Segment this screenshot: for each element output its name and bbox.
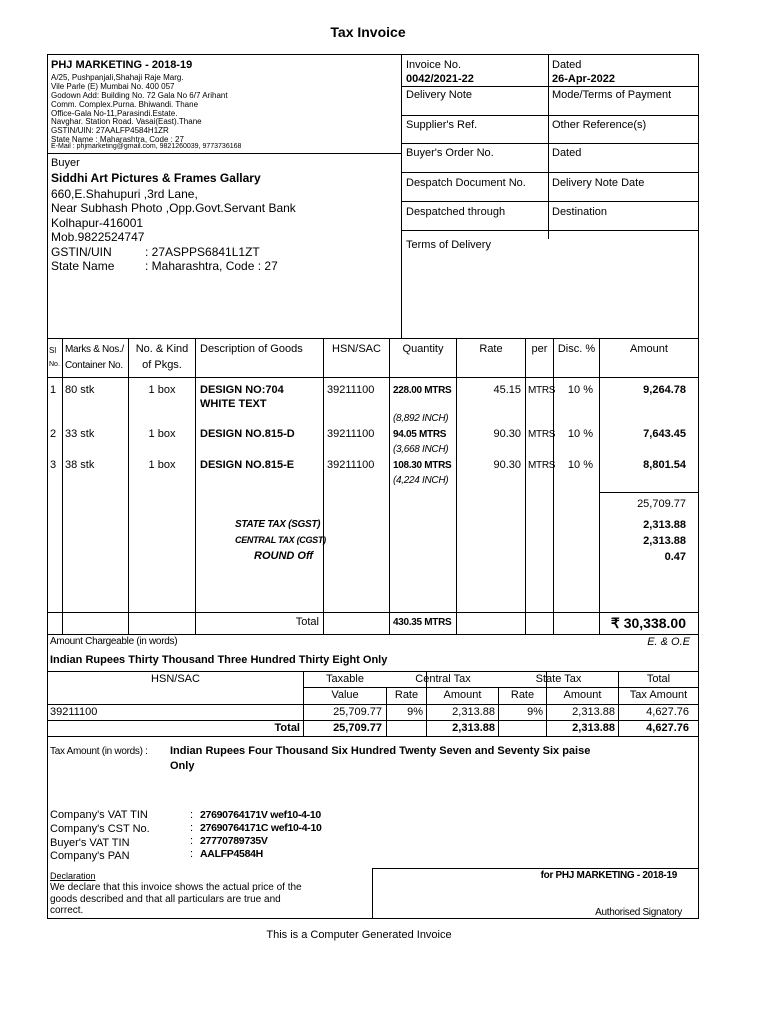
seller-email: E-Mail : phjmarketing@gmail.com, 9821260039, 9773736168 [51, 143, 242, 150]
tax-row-c-amount: 2,313.88 [452, 706, 495, 718]
item-sl: 1 [50, 384, 57, 396]
terms-delivery-label: Terms of Delivery [406, 239, 491, 251]
item-rate: 45.15 [493, 384, 521, 396]
grand-total: ₹ 30,338.00 [610, 615, 686, 631]
item-desc: DESIGN NO.815-E [200, 459, 295, 471]
declaration-text: goods described and that all particulars are true and [50, 894, 281, 905]
tax-in-words-2: Only [170, 760, 195, 772]
item-qty: 108.30 MTRS [393, 460, 452, 471]
col-per-header: per [531, 343, 548, 355]
item-per: MTRS [528, 460, 556, 471]
invoice-no: 0042/2021-22 [406, 73, 474, 85]
item-desc-2: WHITE TEXT [200, 398, 267, 410]
buyer-label: Buyer [51, 157, 80, 169]
tax-col-c-amount: Amount [443, 689, 482, 701]
despatched-through-label: Despatched through [406, 206, 506, 218]
eoe-label: E. & O.E [647, 636, 690, 648]
col-qty-header: Quantity [402, 343, 444, 355]
tax-row-s-rate: 9% [527, 706, 543, 718]
item-desc: DESIGN NO.815-D [200, 428, 295, 440]
total-label: Total [295, 616, 319, 628]
col-kind-header: No. & Kind [135, 343, 189, 355]
tax-col-state: State Tax [535, 673, 582, 685]
for-company: for PHJ MARKETING - 2018-19 [540, 870, 677, 881]
company-cst-label: Company's CST No. [50, 823, 150, 835]
company-id-colon: : [190, 835, 194, 847]
despatch-doc-label: Despatch Document No. [406, 177, 526, 189]
tax-total-total: 4,627.76 [646, 722, 689, 734]
tax-col-taxable: Taxable [326, 673, 364, 685]
company-id-colon: : [190, 822, 194, 834]
tax-total-c-amount: 2,313.88 [452, 722, 495, 734]
company-vat-label: Company's VAT TIN [50, 809, 148, 821]
company-id-colon: : [190, 809, 194, 821]
tax-in-words: Indian Rupees Four Thousand Six Hundred Twenty Seven and Seventy Six paise [170, 745, 591, 757]
tax-total-s-amount: 2,313.88 [572, 722, 615, 734]
item-amount: 9,264.78 [643, 384, 686, 396]
tax-col-s-amount: Amount [563, 689, 602, 701]
item-rate: 90.30 [493, 459, 521, 471]
item-hsn: 39211100 [327, 428, 375, 440]
item-qty-sub: (3,668 INCH) [393, 444, 449, 455]
tax-col-hsn: HSN/SAC [151, 673, 200, 685]
delivery-note-date-label: Delivery Note Date [552, 177, 645, 189]
item-qty-sub: (8,892 INCH) [393, 413, 449, 424]
buyer-address: Near Subhash Photo ,Opp.Govt.Servant Bank [51, 201, 296, 215]
item-qty: 94.05 MTRS [393, 429, 447, 440]
item-qty-sub: (4,224 INCH) [393, 475, 449, 486]
item-kind: 1 box [148, 384, 176, 396]
round-off-amount: 0.47 [664, 551, 686, 563]
declaration-text: correct. [50, 905, 84, 916]
tax-row-total: 4,627.76 [646, 706, 689, 718]
invoice-no-label: Invoice No. [406, 59, 462, 71]
tax-row-c-rate: 9% [407, 706, 423, 718]
state-tax-amount: 2,313.88 [643, 519, 686, 531]
central-tax-amount: 2,313.88 [643, 535, 686, 547]
item-amount: 7,643.45 [643, 428, 686, 440]
tax-row-hsn: 39211100 [50, 706, 98, 718]
col-desc-header: Description of Goods [200, 343, 303, 355]
item-sl: 3 [50, 459, 57, 471]
page-title: Tax Invoice [330, 24, 406, 40]
tax-col-total: Total [646, 673, 671, 685]
buyer-address: 660,E.Shahupuri ,3rd Lane, [51, 187, 198, 201]
central-tax-label: CENTRAL TAX (CGST) [235, 535, 326, 545]
seller-line: Comm. Complex.Purna. Bhiwandi. Thane [51, 100, 199, 109]
order-dated-label: Dated [552, 147, 582, 159]
declaration-label: Declaration [50, 871, 96, 881]
invoice-date: 26-Apr-2022 [552, 73, 615, 85]
item-hsn: 39211100 [327, 459, 375, 471]
total-qty: 430.35 MTRS [393, 617, 452, 628]
tax-total-label: Total [274, 722, 300, 734]
company-pan-value: AALFP4584H [200, 848, 263, 860]
tax-words-label: Tax Amount (in words) : [50, 746, 148, 757]
authorised-signatory: Authorised Signatory [595, 907, 682, 918]
destination-label: Destination [552, 206, 608, 218]
buyer-phone: Mob.9822524747 [51, 230, 145, 244]
other-ref-label: Other Reference(s) [552, 119, 647, 131]
item-sl: 2 [50, 428, 57, 440]
suppliers-ref-label: Supplier's Ref. [406, 119, 478, 131]
buyer-gstin-label: GSTIN/UIN [51, 245, 112, 259]
round-off-label: ROUND Off [254, 550, 314, 562]
col-amount-header: Amount [630, 343, 668, 355]
buyers-order-label: Buyer's Order No. [406, 147, 494, 159]
seller-line: Navghar. Station Road. Vasai(East).Thane [51, 117, 202, 126]
tax-col-taxable-2: Value [331, 689, 359, 701]
company-cst-value: 27690764171C wef10-4-10 [200, 822, 322, 834]
state-tax-label: STATE TAX (SGST) [235, 519, 321, 530]
col-sl-header: Sl [49, 346, 57, 355]
col-sl-header-2: No. [49, 361, 60, 368]
delivery-note-label: Delivery Note [406, 89, 473, 101]
col-rate-header: Rate [479, 343, 503, 355]
col-disc-header: Disc. % [557, 343, 596, 355]
buyer-name: Siddhi Art Pictures & Frames Gallary [51, 171, 261, 185]
amount-words-label: Amount Chargeable (in words) [50, 636, 178, 647]
tax-row-taxable: 25,709.77 [333, 706, 382, 718]
col-hsn-header: HSN/SAC [332, 343, 381, 355]
company-id-colon: : [190, 848, 194, 860]
item-disc: 10 % [567, 428, 593, 440]
item-per: MTRS [528, 385, 556, 396]
buyer-state-value: : Maharashtra, Code : 27 [145, 259, 278, 273]
item-per: MTRS [528, 429, 556, 440]
buyer-vat-label: Buyer's VAT TIN [50, 837, 130, 849]
item-hsn: 39211100 [327, 384, 375, 396]
item-desc: DESIGN NO:704 [200, 384, 284, 396]
item-amount: 8,801.54 [643, 459, 686, 471]
item-marks: 33 stk [65, 428, 95, 440]
col-kind-header-2: of Pkgs. [142, 359, 182, 371]
item-marks: 80 stk [65, 384, 95, 396]
subtotal: 25,709.77 [637, 498, 686, 510]
item-kind: 1 box [148, 459, 176, 471]
tax-col-total-2: Tax Amount [629, 689, 688, 701]
company-vat-value: 27690764171V wef10-4-10 [200, 809, 321, 821]
item-kind: 1 box [148, 428, 176, 440]
item-disc: 10 % [567, 384, 593, 396]
footer-note: This is a Computer Generated Invoice [266, 929, 452, 941]
amount-in-words: Indian Rupees Thirty Thousand Three Hundred Thirty Eight Only [50, 654, 388, 666]
item-marks: 38 stk [65, 459, 95, 471]
tax-col-c-rate: Rate [394, 689, 419, 701]
buyer-gstin-value: : 27ASPPS6841L1ZT [145, 245, 260, 259]
item-disc: 10 % [567, 459, 593, 471]
seller-name: PHJ MARKETING - 2018-19 [51, 59, 193, 71]
item-qty: 228.00 MTRS [393, 385, 452, 396]
mode-terms-label: Mode/Terms of Payment [552, 89, 672, 101]
dated-label: Dated [552, 59, 582, 71]
col-marks-header-2: Container No. [65, 360, 123, 371]
tax-col-s-rate: Rate [510, 689, 535, 701]
item-rate: 90.30 [493, 428, 521, 440]
declaration-text: We declare that this invoice shows the actual price of the [50, 882, 302, 893]
tax-total-taxable: 25,709.77 [333, 722, 382, 734]
seller-line: Godown Add: Building No. 72 Gala No 6/7 Arihant [51, 91, 228, 100]
seller-gstin: GSTIN/UIN: 27AALFP4584H1ZR [51, 126, 169, 135]
seller-line: Vile Parle (E) Mumbai No. 400 057 [51, 82, 175, 91]
seller-line: Office-Gala No-11,Parasindi.Estate. [51, 109, 178, 118]
seller-state: State Name : Maharashtra, Code : 27 [51, 135, 184, 144]
tax-col-central: Central Tax [415, 673, 471, 685]
buyer-state-label: State Name [51, 259, 115, 273]
buyer-vat-value: 27770789735V [200, 835, 268, 847]
tax-row-s-amount: 2,313.88 [572, 706, 615, 718]
seller-line: A/25, Pushpanjali,Shahaji Raje Marg. [51, 73, 184, 82]
col-marks-header: Marks & Nos./ [65, 344, 124, 355]
company-pan-label: Company's PAN [50, 850, 130, 862]
buyer-address: Kolhapur-416001 [51, 216, 144, 230]
